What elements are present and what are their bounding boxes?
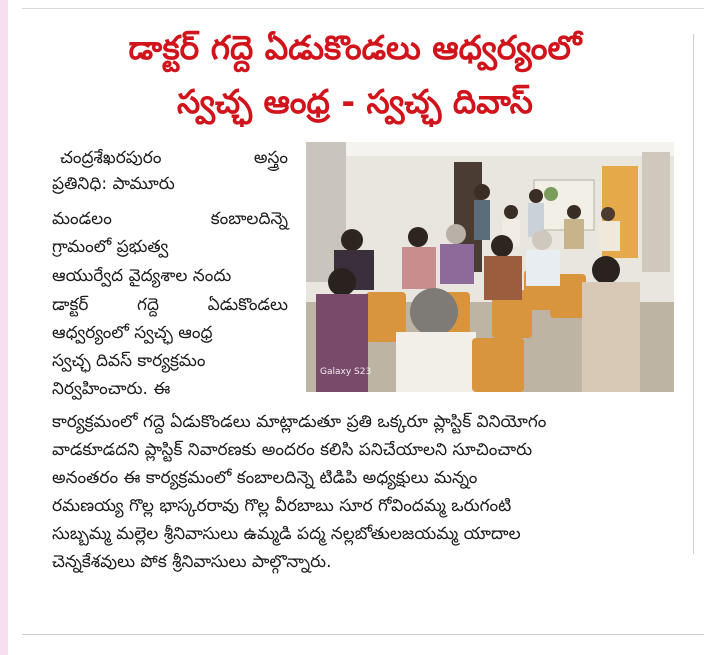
event-photo	[306, 142, 674, 392]
article-line: డాక్టర్ గద్దె ఏడుకొండలు	[52, 295, 288, 315]
top-divider	[22, 8, 704, 9]
photo-watermark: Galaxy S23	[320, 367, 372, 377]
article-line: నిర్వహించారు. ఈ	[52, 379, 171, 399]
article-line: ఆయుర్వేద వైద్యశాల నందు	[52, 266, 232, 286]
article-line: ఆధ్వర్యంలో స్వచ్ఛ ఆంధ్ర	[52, 323, 213, 343]
article-line: వాడకూడదని ప్లాస్టిక్ నివారణకు అందరం కలిసి పనిచేయాలని సూచించారు	[52, 440, 533, 460]
headline-line-1: డాక్టర్ గద్దె ఏడుకొండలు ఆధ్వర్యంలో	[128, 28, 582, 67]
article-line: గ్రామంలో ప్రభుత్వ	[52, 237, 169, 257]
left-margin-strip	[0, 0, 8, 655]
article-line: స్వచ్ఛ దివస్ కార్యక్రమం	[52, 351, 206, 371]
article-line: సుబ్బమ్మ మల్లెల శ్రీనివాసులు ఉమ్మడి పద్మ నల్లబోతులజయమ్మ యాదాల	[52, 524, 521, 544]
article-line: కార్యక్రమంలో గద్దె ఏడుకొండలు మాట్లాడుతూ ప్రతి ఒక్కరూ ప్లాస్టిక్ వినియోగం	[52, 412, 547, 432]
bottom-divider	[22, 634, 704, 635]
column-divider	[693, 34, 694, 554]
headline-line-2: స్వచ్ఛ ఆంధ్ర - స్వచ్ఛ దివాస్	[177, 82, 533, 121]
article-line: చెన్నకేశవులు పోక శ్రీనివాసులు పాల్గొన్నారు.	[52, 552, 332, 572]
article-line: మండలం కంబాలదిన్నె	[52, 209, 288, 229]
article-line: అనంతరం ఈ కార్యక్రమంలో కంబాలదిన్నె టిడిపి అధ్యక్షులు మన్నం	[52, 468, 478, 488]
article-line: రమణయ్య గొల్ల భాస్కరరావు గొల్ల వీరబాబు సూర గోవిందమ్మ ఒరుగంటి	[52, 496, 512, 516]
event-photo-illustration	[306, 142, 674, 392]
article-line: ప్రతినిధి: పామూరు	[52, 174, 175, 194]
article-line: చంద్రశేఖరపురం అస్త్రం	[60, 148, 288, 168]
